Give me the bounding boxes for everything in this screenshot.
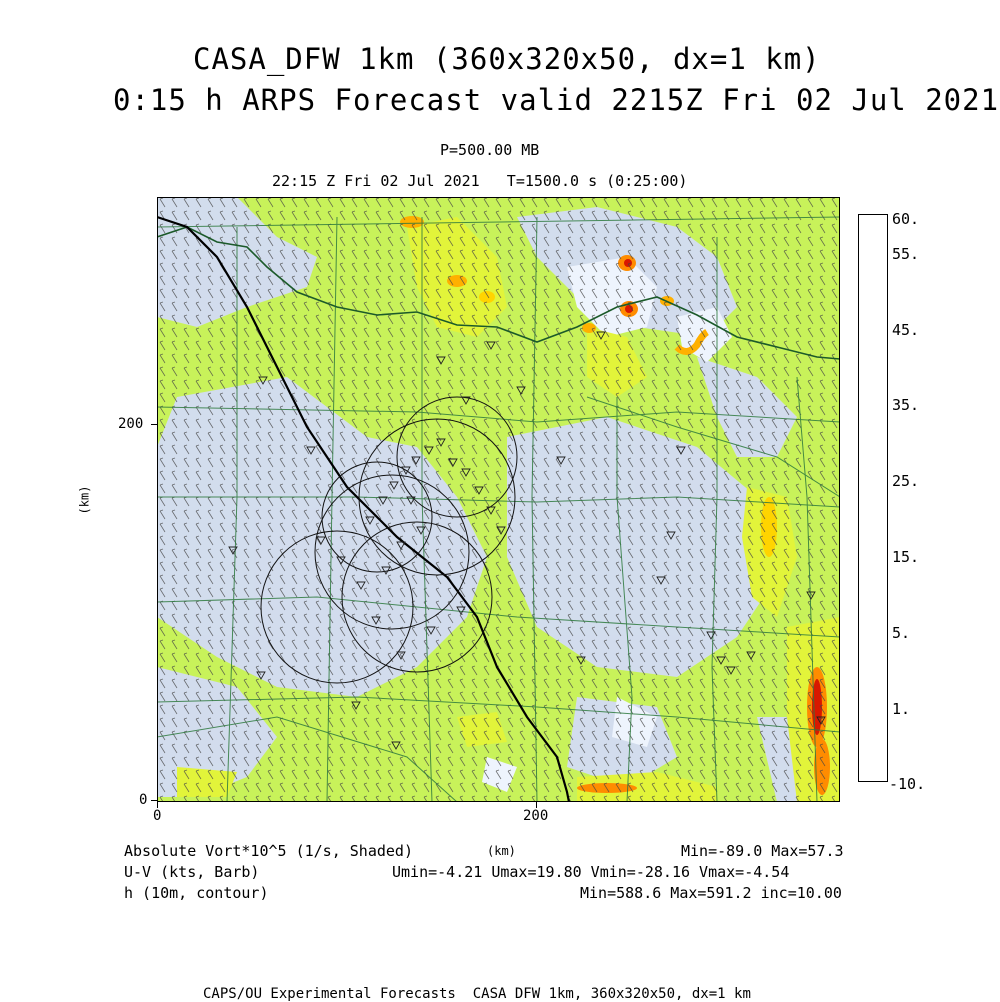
y-axis-unit-label: (km) <box>77 485 92 515</box>
y-axis-tick-mark-200 <box>151 424 157 425</box>
legend-field-vorticity: Absolute Vort*10^5 (1/s, Shaded) <box>124 842 413 860</box>
colorbar-label: 15. <box>892 548 920 566</box>
pressure-level: P=500.00 MB <box>440 141 540 159</box>
x-tick-label-200: 200 <box>523 808 549 824</box>
colorbar-label: 60. <box>892 210 920 228</box>
x-axis-unit-label: (km) <box>487 844 516 858</box>
wind-barbs <box>157 197 840 802</box>
colorbar-label: 55. <box>892 245 920 263</box>
colorbar-label: 5. <box>892 624 911 642</box>
colorbar-label: 25. <box>892 472 920 490</box>
y-axis-tick-mark-0 <box>151 800 157 801</box>
plot-title-line1: CASA_DFW 1km (360x320x50, dx=1 km) <box>193 42 821 76</box>
legend-stats-height: Min=588.6 Max=591.2 inc=10.00 <box>580 884 842 902</box>
y-tick-label-0: 0 <box>139 792 148 808</box>
legend-field-wind: U-V (kts, Barb) <box>124 863 260 881</box>
colorbar-label: 1. <box>892 700 911 718</box>
legend-stats-wind: Umin=-4.21 Umax=19.80 Vmin=-28.16 Vmax=-4.54 <box>392 863 790 881</box>
forecast-map <box>157 197 840 802</box>
colorbar-label: 35. <box>892 396 920 414</box>
colorbar-frame <box>859 215 888 782</box>
x-tick-label-0: 0 <box>153 808 162 824</box>
valid-time: 22:15 Z Fri 02 Jul 2021 T=1500.0 s (0:25:00) <box>272 172 688 190</box>
vorticity-colorbar <box>858 214 888 782</box>
plot-title-line2: 0:15 h ARPS Forecast valid 2215Z Fri 02 Jul 2021 <box>113 83 1000 117</box>
footer-credit: CAPS/OU Experimental Forecasts CASA DFW 1km, 360x320x50, dx=1 km <box>203 986 751 1002</box>
colorbar-label: 45. <box>892 321 920 339</box>
colorbar-label: -10. <box>889 775 926 793</box>
legend-stats-vorticity: Min=-89.0 Max=57.3 <box>681 842 844 860</box>
legend-field-height: h (10m, contour) <box>124 884 269 902</box>
y-tick-label-200: 200 <box>118 416 144 432</box>
